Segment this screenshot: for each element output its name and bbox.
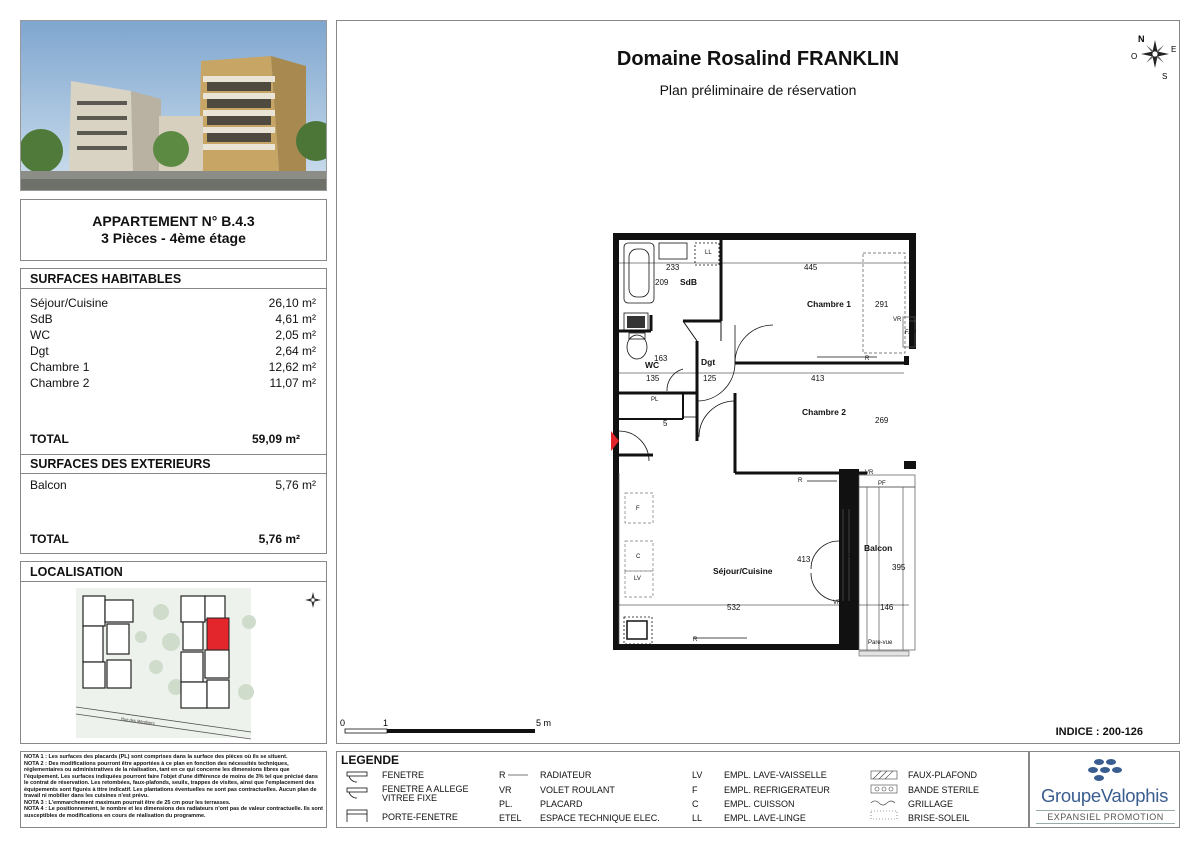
scale-bar	[340, 718, 551, 733]
room-sejour: Séjour/Cuisine	[713, 566, 773, 576]
site-plan-map	[21, 582, 326, 742]
compass-o: O	[1131, 52, 1138, 61]
apartment-type: 3 Pièces - 4ème étage	[101, 230, 246, 246]
logo-name: GroupeValophis	[1040, 785, 1169, 806]
tag-pl: PL	[651, 397, 659, 403]
localisation-panel	[20, 561, 327, 744]
total-value: 5,76 m²	[258, 532, 300, 546]
surface-value: 12,62 m²	[268, 360, 316, 374]
legend-c-code: C	[692, 799, 699, 809]
surface-value: 11,07 m²	[269, 376, 316, 390]
tag-f: F	[636, 506, 640, 512]
surface-value: 26,10 m²	[268, 296, 316, 310]
tag-r2: R	[798, 478, 803, 484]
surface-label: Balcon	[30, 478, 67, 492]
surface-row	[21, 343, 326, 359]
room-balcon: Balcon	[864, 543, 893, 553]
legend-fenetre-allege: FENETRE A ALLEGE VITREE FIXE	[382, 784, 469, 803]
surface-label: Séjour/Cuisine	[30, 296, 109, 310]
tag-r: R	[865, 356, 870, 362]
tag-pf2: PF	[847, 554, 855, 560]
surfaces-table	[20, 268, 327, 554]
legend-f-code: F	[692, 785, 698, 795]
dim-413a: 413	[811, 374, 825, 383]
room-chambre2: Chambre 2	[802, 407, 846, 417]
dim-163: 163	[654, 354, 668, 363]
tag-vr: VR	[893, 317, 902, 323]
tag-r3: R	[693, 637, 698, 643]
legend-panel	[336, 751, 1029, 828]
page-subtitle: Plan préliminaire de réservation	[659, 82, 857, 98]
total-exterieur-row	[21, 530, 326, 548]
company-logo	[1029, 751, 1180, 828]
legend-pl-code: PL.	[499, 799, 513, 809]
floor-plan-panel	[336, 20, 1180, 744]
surface-row	[21, 311, 326, 327]
dim-233: 233	[666, 263, 680, 272]
notes-panel	[20, 751, 327, 828]
page-title: Domaine Rosalind FRANKLIN	[616, 48, 900, 70]
legend-etel: ESPACE TECHNIQUE ELEC.	[540, 813, 660, 823]
surface-row	[21, 375, 326, 391]
dim-291: 291	[875, 300, 889, 309]
surfaces-exterieures-heading: SURFACES DES EXTERIEURS	[21, 454, 326, 474]
legend-title: LEGENDE	[341, 753, 400, 767]
surface-value: 2,64 m²	[275, 344, 316, 358]
dim-395: 395	[892, 563, 906, 572]
compass-n: N	[1138, 34, 1145, 44]
apartment-number: APPARTEMENT N° B.4.3	[92, 213, 255, 229]
total-habitable-row	[21, 430, 326, 448]
surface-value: 4,61 m²	[275, 312, 316, 326]
legend-vr-code: VR	[499, 785, 512, 795]
room-chambre1: Chambre 1	[807, 299, 851, 309]
legend-cuisson: EMPL. CUISSON	[724, 799, 795, 809]
tag-c: C	[636, 554, 641, 560]
scale-1: 1	[383, 718, 389, 728]
dim-135: 135	[646, 374, 660, 383]
scale-5: 5 m	[536, 718, 552, 728]
street-label: Rue des Mérobiers	[120, 716, 156, 726]
floor-plan	[337, 21, 1179, 743]
surface-row	[21, 477, 326, 493]
compass-s: S	[1162, 72, 1168, 81]
surface-label: SdB	[30, 312, 53, 326]
surface-value: 2,05 m²	[275, 328, 316, 342]
legend-bande-sterile: BANDE STERILE	[908, 785, 980, 795]
mini-compass-icon	[305, 592, 321, 608]
legend-fenetre: FENETRE	[382, 770, 425, 780]
scale-0: 0	[340, 718, 346, 728]
highlighted-unit	[207, 618, 229, 650]
legend-ll-code: LL	[692, 813, 703, 823]
legend-porte-fenetre: PORTE-FENETRE	[382, 812, 458, 822]
dim-532: 532	[727, 603, 741, 612]
legend-refrigerateur: EMPL. REFRIGERATEUR	[724, 785, 830, 795]
surface-row	[21, 327, 326, 343]
total-label: TOTAL	[30, 432, 69, 446]
tag-pf: PF	[878, 481, 886, 487]
note-2: NOTA 2 : Des modifications pourront être apportées à ce plan en fonction des nécessités techniques, réglementaires ou administratives de la réalisation, tant en ce qui concerne les dimensions libres que l'équipement. Les surfaces indiquées pourront faire l'objet d'une différence de moins de 3% tel que précisé dans le contrat de réservation. Les retombées, faux-plafonds, seuils, trappes de visites, ainsi que l'emplacement des équipements sont figurés à titre indicatif. Les plantations éventuelles ne sont pas contractuelles. Aucun plan de travail ni mobilier dans les cuisines n'est prévu.	[24, 760, 318, 799]
dim-5: 5	[663, 419, 668, 428]
room-dgt: Dgt	[701, 357, 716, 367]
legend-lave-linge: EMPL. LAVE-LINGE	[724, 813, 806, 823]
localisation-heading: LOCALISATION	[21, 562, 326, 582]
legend-placard: PLACARD	[540, 799, 583, 809]
surface-row	[21, 359, 326, 375]
tag-vr3: VR	[833, 600, 842, 606]
apartment-header	[20, 199, 327, 261]
dim-269: 269	[875, 416, 889, 425]
legend-lave-vaisselle: EMPL. LAVE-VAISSELLE	[724, 770, 827, 780]
tag-ll: LL	[705, 250, 712, 256]
surface-label: WC	[30, 328, 50, 342]
logo-subtitle: EXPANSIEL PROMOTION	[1036, 810, 1175, 824]
surface-label: Chambre 1	[30, 360, 90, 374]
surface-value: 5,76 m²	[275, 478, 316, 492]
surface-label: Chambre 2	[30, 376, 90, 390]
total-value: 59,09 m²	[251, 432, 300, 446]
legend-brise-soleil: BRISE-SOLEIL	[908, 813, 970, 823]
tag-lv: LV	[634, 576, 641, 582]
logo-dots-icon	[1085, 757, 1125, 783]
legend-radiateur: RADIATEUR	[540, 770, 592, 780]
room-sdb: SdB	[680, 277, 697, 287]
radiator-swatch	[508, 774, 528, 776]
legend-grillage: GRILLAGE	[908, 799, 954, 809]
tag-fav: FAV	[905, 330, 916, 336]
dim-125: 125	[703, 374, 717, 383]
dim-445: 445	[804, 263, 818, 272]
compass-icon	[1131, 34, 1176, 81]
dim-413b: 413	[797, 555, 811, 564]
legend-lv-code: LV	[692, 770, 703, 780]
surfaces-habitables-heading: SURFACES HABITABLES	[21, 269, 326, 289]
legend-symbols	[343, 768, 373, 838]
legend-hatch-swatches	[869, 769, 909, 829]
surface-label: Dgt	[30, 344, 49, 358]
legend-volet: VOLET ROULANT	[540, 785, 615, 795]
total-label: TOTAL	[30, 532, 69, 546]
note-3: NOTA 3 : L'emmarchement maximum pourrait être de 25 cm pour les terrasses.	[24, 799, 231, 806]
legend-faux-plafond: FAUX-PLAFOND	[908, 770, 978, 780]
building-rendering-image	[20, 20, 327, 191]
room-wc: WC	[645, 360, 660, 370]
surface-row	[21, 295, 326, 311]
note-1: NOTA 1 : Les surfaces des placards (PL) sont comprises dans la surface des pièces où ils se situent.	[24, 754, 288, 760]
tag-pare-vue: Pare-vue	[868, 640, 893, 646]
compass-e: E	[1171, 45, 1177, 54]
plan-indice: INDICE : 200-126	[1055, 726, 1143, 738]
legend-etel-code: ETEL	[499, 813, 522, 823]
legend-r-code: R	[499, 770, 506, 780]
dim-146: 146	[880, 603, 894, 612]
tag-vr2: VR	[865, 470, 874, 476]
dim-209: 209	[655, 278, 669, 287]
note-4: NOTA 4 : Le positionnement, le nombre et les dimensions des radiateurs n'ont pas de valeur contractuelle. Ils sont susceptibles de modifications en cours de réalisation du programme.	[24, 806, 323, 819]
